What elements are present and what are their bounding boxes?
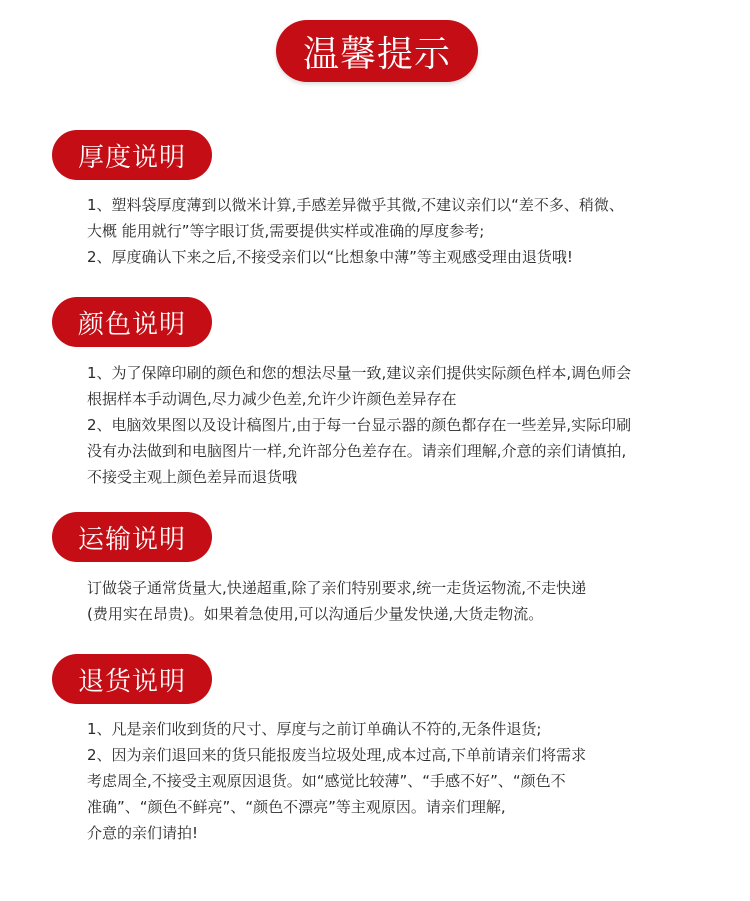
section-heading-returns: 退货说明 [52, 654, 212, 704]
text-line: 1、凡是亲们收到货的尺寸、厚度与之前订单确认不符的,无条件退货; [87, 720, 542, 738]
text-line: 介意的亲们请拍! [87, 824, 199, 842]
section-heading-color: 颜色说明 [52, 297, 212, 347]
section-body-thickness [87, 192, 727, 270]
section-heading-thickness: 厚度说明 [52, 130, 212, 180]
text-line: 不接受主观上颜色差异而退货哦 [87, 468, 298, 486]
text-line: 1、为了保障印刷的颜色和您的想法尽量一致,建议亲们提供实际颜色样本,调色师会 [87, 364, 632, 382]
text-line: (费用实在昂贵)。如果着急使用,可以沟通后少量发快递,大货走物流。 [87, 605, 544, 623]
text-line: 2、电脑效果图以及设计稿图片,由于每一台显示器的颜色都存在一些差异,实际印刷 [87, 416, 632, 434]
section-body-color [87, 360, 727, 490]
text-line: 准确”、“颜色不鲜亮”、“颜色不漂亮”等主观原因。请亲们理解, [87, 798, 506, 816]
section-body-returns [87, 716, 727, 846]
section-heading-shipping: 运输说明 [52, 512, 212, 562]
text-line: 2、因为亲们退回来的货只能报废当垃圾处理,成本过高,下单前请亲们将需求 [87, 746, 587, 764]
text-line: 1、塑料袋厚度薄到以微米计算,手感差异微乎其微,不建议亲们以“差不多、稍微、 [87, 196, 624, 214]
text-line: 大概 能用就行”等字眼订货,需要提供实样或准确的厚度参考; [87, 222, 485, 240]
section-body-shipping [87, 575, 727, 627]
text-line: 2、厚度确认下来之后,不接受亲们以“比想象中薄”等主观感受理由退货哦! [87, 248, 573, 266]
text-line: 没有办法做到和电脑图片一样,允许部分色差存在。请亲们理解,介意的亲们请慎拍, [87, 442, 627, 460]
text-line: 考虑周全,不接受主观原因退货。如“感觉比较薄”、“手感不好”、“颜色不 [87, 772, 566, 790]
page-title: 温馨提示 [276, 20, 478, 82]
text-line: 根据样本手动调色,尽力减少色差,允许少许颜色差异存在 [87, 390, 457, 408]
text-line: 订做袋子通常货量大,快递超重,除了亲们特别要求,统一走货运物流,不走快递 [87, 579, 587, 597]
